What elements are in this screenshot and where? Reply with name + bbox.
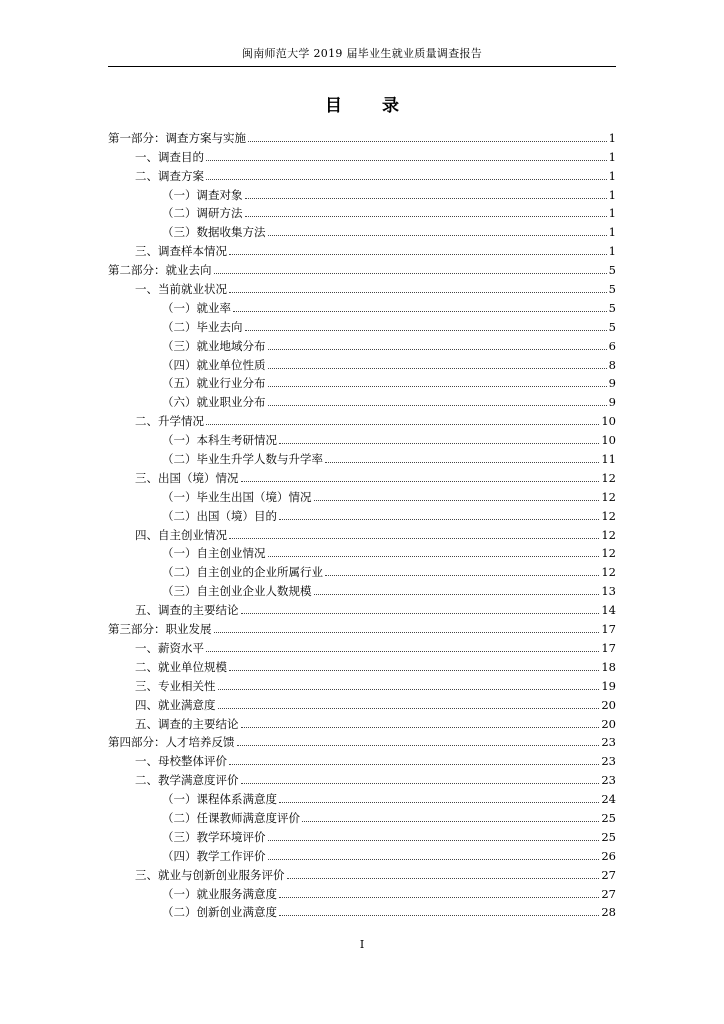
toc-dot-leader [214, 273, 607, 274]
toc-entry-page: 14 [601, 603, 616, 618]
toc-entry[interactable] [108, 542, 616, 561]
toc-entry[interactable] [108, 523, 616, 542]
toc-entry[interactable] [108, 164, 616, 183]
toc-entry[interactable] [108, 655, 616, 674]
toc-entry-label: （三）数据收集方法 [162, 225, 266, 240]
toc-entry[interactable] [108, 863, 616, 882]
toc-entry-page: 12 [601, 546, 616, 561]
toc-entry-label: （一）调查对象 [162, 187, 243, 202]
toc-dot-leader [245, 330, 607, 331]
toc-entry-label: 三、调查样本情况 [135, 244, 227, 259]
toc-entry[interactable] [108, 485, 616, 504]
toc-dot-leader [214, 632, 600, 633]
toc-entry-label: 二、升学情况 [135, 414, 204, 429]
toc-dot-leader [218, 689, 600, 690]
toc-entry-page: 5 [608, 319, 616, 334]
toc-entry[interactable] [108, 901, 616, 920]
toc-entry-page: 11 [601, 452, 616, 467]
toc-entry-page: 1 [608, 244, 616, 259]
toc-entry-page: 26 [601, 848, 616, 863]
toc-dot-leader [279, 519, 599, 520]
toc-entry-page: 25 [601, 810, 616, 825]
toc-entry-page: 5 [608, 282, 616, 297]
toc-dot-leader [268, 235, 607, 236]
toc-entry-page: 23 [601, 735, 616, 750]
toc-entry-label: 一、当前就业状况 [135, 282, 227, 297]
toc-dot-leader [302, 821, 599, 822]
toc-dot-leader [279, 915, 599, 916]
toc-dot-leader [229, 254, 607, 255]
toc-dot-leader [206, 424, 599, 425]
running-header: 闽南师范大学 2019 届毕业生就业质量调查报告 [241, 47, 483, 60]
toc-entry[interactable] [108, 409, 616, 428]
toc-entry[interactable] [108, 126, 616, 145]
toc-entry-page: 5 [608, 300, 616, 315]
toc-entry-page: 12 [601, 470, 616, 485]
toc-entry[interactable] [108, 390, 616, 409]
toc-entry-label: （四）教学工作评价 [162, 848, 266, 863]
toc-entry[interactable] [108, 447, 616, 466]
toc-entry-label: 三、就业与创新创业服务评价 [135, 867, 285, 882]
toc-entry[interactable] [108, 560, 616, 579]
toc-dot-leader [248, 141, 607, 142]
toc-entry-label: 四、就业满意度 [135, 697, 216, 712]
toc-dot-leader [268, 349, 607, 350]
toc-dot-leader [241, 727, 600, 728]
toc-dot-leader [245, 216, 607, 217]
toc-entry-page: 1 [608, 206, 616, 221]
toc-entry[interactable] [108, 787, 616, 806]
toc-entry-label: （二）调研方法 [162, 206, 243, 221]
toc-entry-label: 一、薪资水平 [135, 640, 204, 655]
toc-dot-leader [241, 783, 600, 784]
toc-entry[interactable] [108, 220, 616, 239]
toc-dot-leader [268, 859, 600, 860]
toc-dot-leader [229, 292, 607, 293]
toc-entry-page: 18 [601, 659, 616, 674]
toc-entry-label: 一、母校整体评价 [135, 754, 227, 769]
toc-entry-label: 第二部分：就业去向 [108, 263, 212, 278]
toc-entry-label: 第四部分：人才培养反馈 [108, 735, 235, 750]
toc-title-char-2: 录 [382, 96, 399, 116]
toc-entry-page: 8 [608, 357, 616, 372]
toc-dot-leader [206, 179, 607, 180]
toc-entry-label: 二、就业单位规模 [135, 659, 227, 674]
toc-entry[interactable] [108, 315, 616, 334]
toc-dot-leader [268, 556, 600, 557]
toc-entry-page: 20 [601, 716, 616, 731]
toc-entry[interactable] [108, 712, 616, 731]
toc-entry-label: 四、自主创业情况 [135, 527, 227, 542]
toc-dot-leader [279, 443, 599, 444]
toc-entry-label: 二、教学满意度评价 [135, 773, 239, 788]
toc-entry-label: （一）就业服务满意度 [162, 886, 277, 901]
toc-entry-label: （二）创新创业满意度 [162, 905, 277, 920]
toc-entry[interactable] [108, 504, 616, 523]
toc-entry[interactable] [108, 183, 616, 202]
toc-dot-leader [268, 405, 607, 406]
toc-entry-page: 17 [601, 622, 616, 637]
toc-entry-label: 三、专业相关性 [135, 678, 216, 693]
toc-dot-leader [218, 708, 600, 709]
toc-dot-leader [279, 897, 599, 898]
toc-entry-label: （一）本科生考研情况 [162, 433, 277, 448]
toc-entry[interactable] [108, 239, 616, 258]
toc-dot-leader [206, 160, 607, 161]
toc-dot-leader [229, 538, 599, 539]
toc-dot-leader [287, 878, 600, 879]
toc-entry-page: 9 [608, 395, 616, 410]
toc-entry-page: 10 [601, 433, 616, 448]
toc-entry-label: （一）自主创业情况 [162, 546, 266, 561]
toc-entry-page: 12 [601, 508, 616, 523]
toc-dot-leader [229, 764, 599, 765]
toc-entry[interactable] [108, 882, 616, 901]
toc-dot-leader [268, 386, 607, 387]
page-number: I [359, 938, 365, 951]
toc-entry[interactable] [108, 334, 616, 353]
toc-entry[interactable] [108, 598, 616, 617]
toc-entry-label: （一）就业率 [162, 300, 231, 315]
toc-entry[interactable] [108, 466, 616, 485]
toc-entry-label: 五、调查的主要结论 [135, 716, 239, 731]
toc-entry-label: （二）毕业去向 [162, 319, 243, 334]
toc-entry-label: 二、调查方案 [135, 168, 204, 183]
toc-entry[interactable] [108, 579, 616, 598]
toc-entry-page: 23 [601, 754, 616, 769]
toc-entry-label: （三）自主创业企业人数规模 [162, 584, 312, 599]
toc-entry-label: 第一部分：调查方案与实施 [108, 130, 246, 145]
toc-dot-leader [206, 651, 599, 652]
toc-entry-label: （二）毕业生升学人数与升学率 [162, 452, 323, 467]
toc-dot-leader [245, 198, 607, 199]
toc-entry-label: 五、调查的主要结论 [135, 603, 239, 618]
toc-entry-label: （三）教学环境评价 [162, 829, 266, 844]
toc-entry-page: 12 [601, 527, 616, 542]
toc-entry-label: 三、出国（境）情况 [135, 470, 239, 485]
toc-entry[interactable] [108, 353, 616, 372]
toc-entry[interactable] [108, 372, 616, 391]
toc-entry-page: 1 [608, 149, 616, 164]
toc-entry[interactable] [108, 768, 616, 787]
toc-entry[interactable] [108, 145, 616, 164]
toc-entry-page: 5 [608, 263, 616, 278]
toc-entry-page: 13 [601, 584, 616, 599]
toc-entry-page: 23 [601, 773, 616, 788]
toc-entry-label: 一、调查目的 [135, 149, 204, 164]
toc-entry-label: （四）就业单位性质 [162, 357, 266, 372]
toc-dot-leader [279, 802, 599, 803]
toc-entry[interactable] [108, 825, 616, 844]
toc-entry[interactable] [108, 806, 616, 825]
toc-entry-page: 24 [601, 792, 616, 807]
toc-entry-page: 20 [601, 697, 616, 712]
toc-dot-leader [241, 613, 600, 614]
toc-dot-leader [314, 594, 600, 595]
toc-entry-page: 1 [608, 187, 616, 202]
toc-dot-leader [241, 481, 600, 482]
toc-entry-page: 6 [608, 338, 616, 353]
toc-entry[interactable] [108, 277, 616, 296]
header-rule [108, 66, 616, 67]
toc-entry-label: （一）课程体系满意度 [162, 792, 277, 807]
toc-entry-page: 10 [601, 414, 616, 429]
toc-title [108, 95, 616, 117]
toc-entry[interactable] [108, 731, 616, 750]
toc-title-char-1: 目 [325, 96, 342, 116]
toc-entry-page: 27 [601, 867, 616, 882]
toc-entry-label: 第三部分：职业发展 [108, 622, 212, 637]
toc-entry-label: （二）自主创业的企业所属行业 [162, 565, 323, 580]
toc-entry-page: 25 [601, 829, 616, 844]
toc-entry-label: （六）就业职业分布 [162, 395, 266, 410]
toc-entry-label: （一）毕业生出国（境）情况 [162, 489, 312, 504]
toc-entry[interactable] [108, 844, 616, 863]
toc-entry[interactable] [108, 636, 616, 655]
toc-dot-leader [268, 368, 607, 369]
toc-entry[interactable] [108, 749, 616, 768]
toc-entry-page: 12 [601, 565, 616, 580]
toc-dot-leader [268, 840, 600, 841]
toc-entry-page: 1 [608, 130, 616, 145]
toc-entry[interactable] [108, 693, 616, 712]
toc-entry[interactable] [108, 202, 616, 221]
toc-dot-leader [233, 311, 607, 312]
toc-entry-page: 9 [608, 376, 616, 391]
toc-entry-page: 1 [608, 225, 616, 240]
table-of-contents [108, 126, 616, 919]
toc-dot-leader [325, 575, 599, 576]
toc-dot-leader [229, 670, 599, 671]
toc-entry-page: 12 [601, 489, 616, 504]
toc-entry-label: （三）就业地域分布 [162, 338, 266, 353]
toc-entry[interactable] [108, 428, 616, 447]
toc-entry[interactable] [108, 296, 616, 315]
toc-entry-page: 17 [601, 640, 616, 655]
toc-entry-page: 27 [601, 886, 616, 901]
toc-entry-page: 1 [608, 168, 616, 183]
toc-entry[interactable] [108, 674, 616, 693]
toc-entry-label: （五）就业行业分布 [162, 376, 266, 391]
toc-entry-label: （二）任课教师满意度评价 [162, 810, 300, 825]
toc-dot-leader [237, 745, 600, 746]
toc-entry-page: 28 [601, 905, 616, 920]
toc-entry[interactable] [108, 617, 616, 636]
toc-entry-label: （二）出国（境）目的 [162, 508, 277, 523]
toc-dot-leader [325, 462, 599, 463]
toc-entry-page: 19 [601, 678, 616, 693]
toc-dot-leader [314, 500, 600, 501]
toc-entry[interactable] [108, 258, 616, 277]
